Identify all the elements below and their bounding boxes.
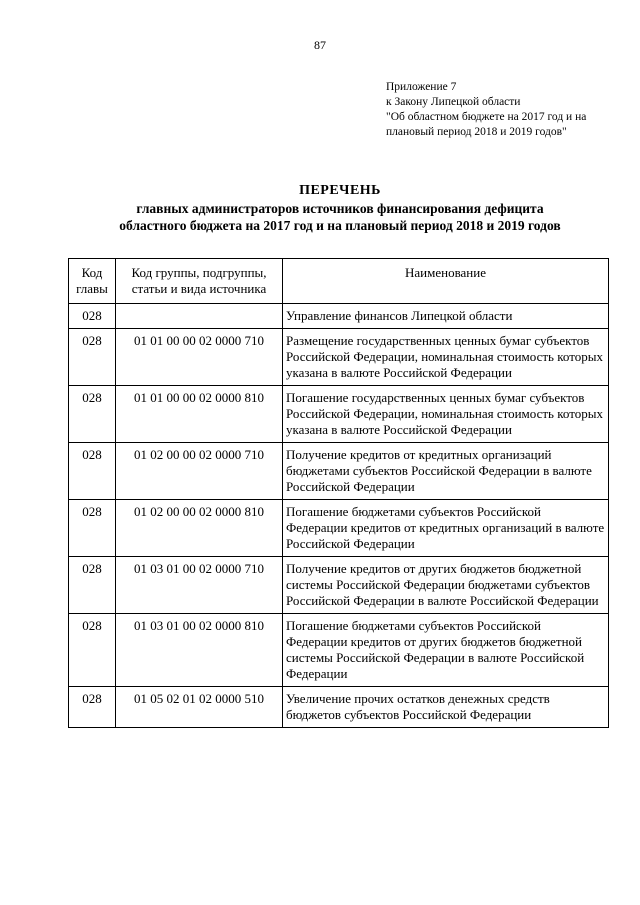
name-cell: Погашение государственных ценных бумаг субъектов Российской Федерации, номинальная стоимость которых указана в валюте Российской Федерации — [283, 386, 609, 443]
table-row — [69, 329, 609, 386]
source-code-cell: 01 01 00 00 02 0000 710 — [116, 329, 283, 386]
administrators-table — [68, 258, 609, 728]
title-subtitle-1: главных администраторов источников финансирования дефицита — [136, 201, 544, 216]
header-source-code: Код группы, подгруппы, статьи и вида источника — [116, 259, 283, 304]
table-row — [69, 443, 609, 500]
table-row — [69, 687, 609, 728]
table-row — [69, 614, 609, 687]
chapter-code-cell: 028 — [69, 386, 116, 443]
source-code-cell: 01 05 02 01 02 0000 510 — [116, 687, 283, 728]
chapter-code-cell: 028 — [69, 329, 116, 386]
appendix-line-4: плановый период 2018 и 2019 годов" — [386, 126, 567, 138]
source-code-cell: 01 02 00 00 02 0000 710 — [116, 443, 283, 500]
source-code-cell: 01 03 01 00 02 0000 810 — [116, 614, 283, 687]
header-chapter-code: Код главы — [69, 259, 116, 304]
name-cell: Погашение бюджетами субъектов Российской Федерации кредитов от других бюджетов бюджетной системы Российской Федерации в валюте Российской Федерации — [283, 614, 609, 687]
chapter-code-cell: 028 — [69, 443, 116, 500]
chapter-code-cell: 028 — [69, 500, 116, 557]
table-row — [69, 304, 609, 329]
source-code-cell: 01 02 00 00 02 0000 810 — [116, 500, 283, 557]
chapter-code-cell: 028 — [69, 557, 116, 614]
table-row — [69, 386, 609, 443]
appendix-line-1: Приложение 7 — [386, 81, 457, 93]
table-row — [69, 500, 609, 557]
page-number: 87 — [314, 38, 326, 52]
source-code-cell: 01 01 00 00 02 0000 810 — [116, 386, 283, 443]
source-code-cell — [116, 304, 283, 329]
table-row — [69, 557, 609, 614]
chapter-code-cell: 028 — [69, 304, 116, 329]
name-cell: Увеличение прочих остатков денежных средств бюджетов субъектов Российской Федерации — [283, 687, 609, 728]
name-cell: Размещение государственных ценных бумаг субъектов Российской Федерации, номинальная стоимость которых указана в валюте Российской Федерации — [283, 329, 609, 386]
appendix-line-2: к Закону Липецкой области — [386, 96, 521, 108]
name-cell: Погашение бюджетами субъектов Российской Федерации кредитов от кредитных организаций в валюте Российской Федерации — [283, 500, 609, 557]
name-cell: Получение кредитов от кредитных организаций бюджетами субъектов Российской Федерации в валюте Российской Федерации — [283, 443, 609, 500]
title-subtitle-2: областного бюджета на 2017 год и на плановый период 2018 и 2019 годов — [119, 218, 561, 233]
appendix-note — [386, 80, 586, 140]
document-title — [60, 182, 620, 234]
source-code-cell: 01 03 01 00 02 0000 710 — [116, 557, 283, 614]
title-main: ПЕРЕЧЕНЬ — [299, 183, 381, 198]
chapter-code-cell: 028 — [69, 614, 116, 687]
table-header-row — [69, 259, 609, 304]
chapter-code-cell: 028 — [69, 687, 116, 728]
header-name: Наименование — [283, 259, 609, 304]
appendix-line-3: "Об областном бюджете на 2017 год и на — [386, 111, 587, 123]
name-cell: Управление финансов Липецкой области — [283, 304, 609, 329]
name-cell: Получение кредитов от других бюджетов бюджетной системы Российской Федерации бюджетами субъектов Российской Федерации в валюте Российской Федерации — [283, 557, 609, 614]
